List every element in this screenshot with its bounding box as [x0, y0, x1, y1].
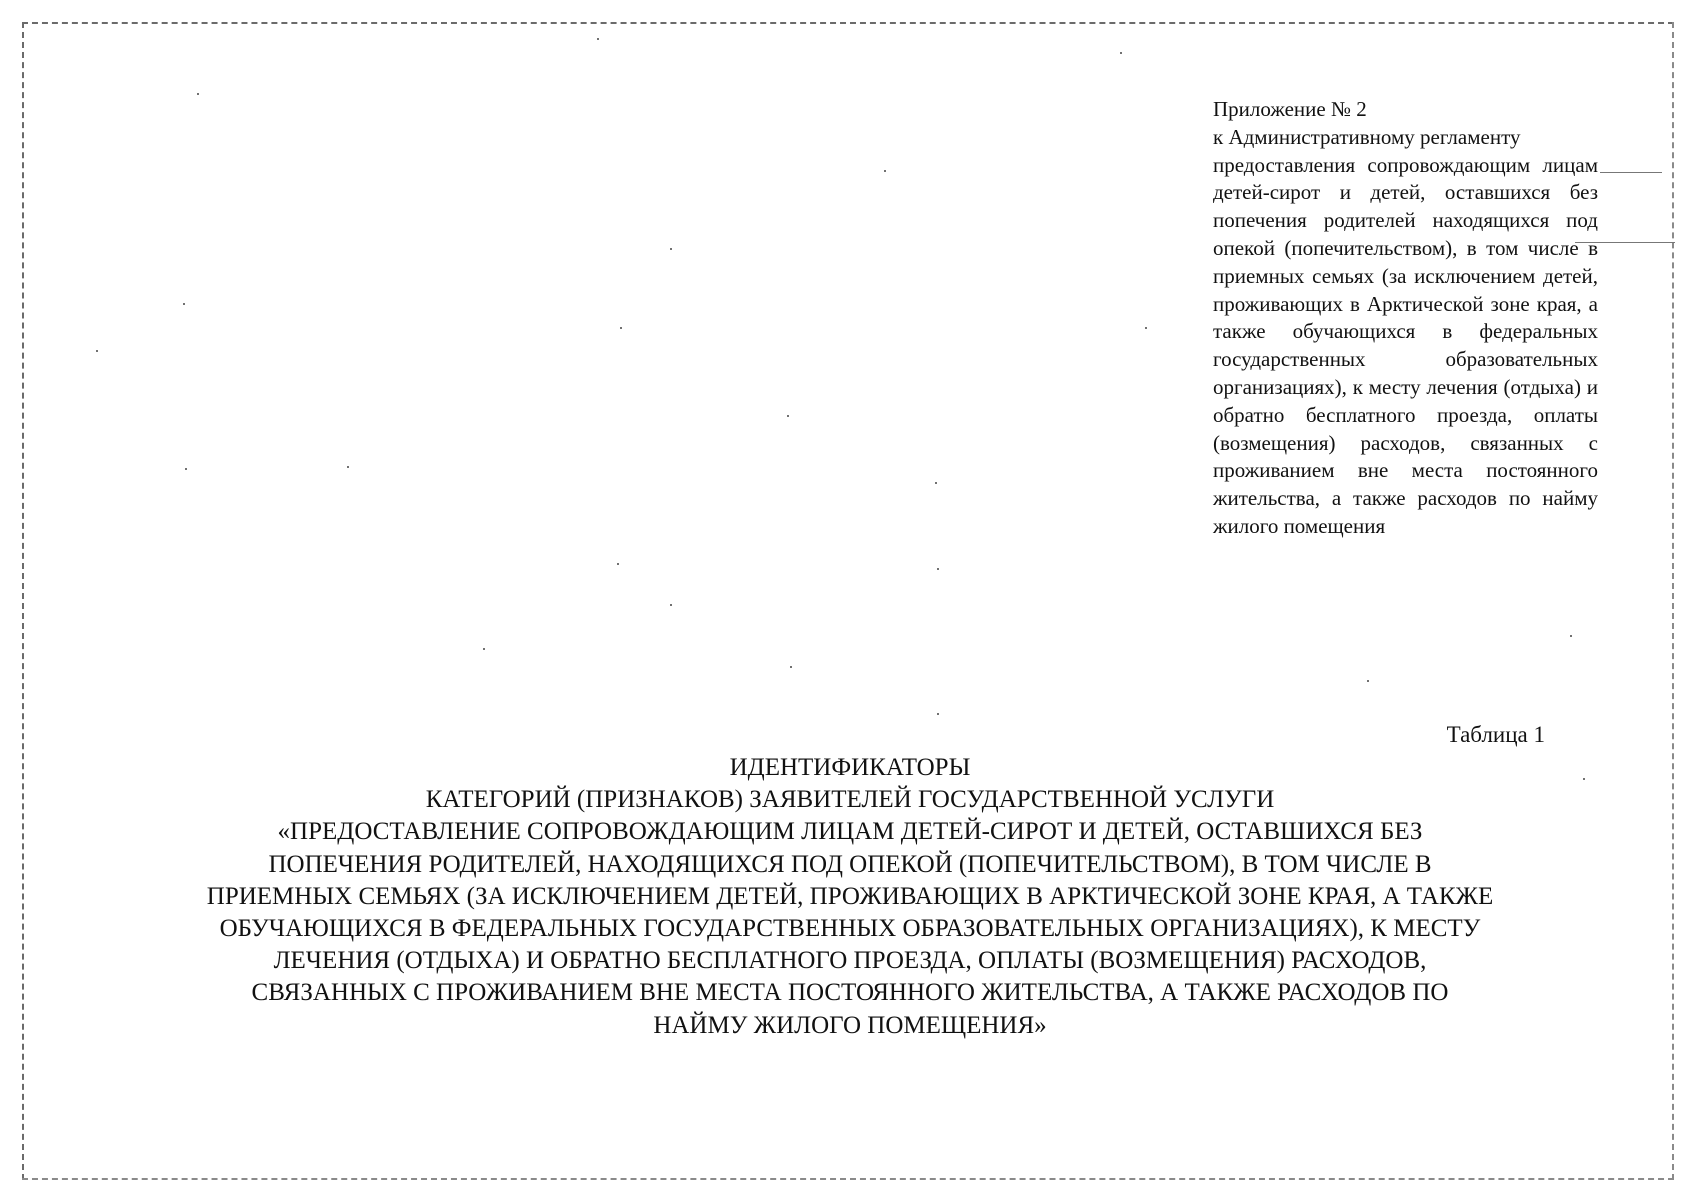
scan-speck: [937, 568, 939, 570]
heading-line: КАТЕГОРИЙ (ПРИЗНАКОВ) ЗАЯВИТЕЛЕЙ ГОСУДАРСТВЕННОЙ УСЛУГИ: [425, 786, 1275, 814]
scan-edge-right: [1672, 22, 1674, 1180]
scan-speck: [347, 466, 349, 468]
scan-speck: [1145, 327, 1147, 329]
scan-edge-bottom: [22, 1178, 1674, 1180]
scan-speck: [787, 415, 789, 417]
appendix-title: Приложение № 2: [1213, 97, 1367, 121]
scan-speck: [96, 350, 98, 352]
heading-line: НАЙМУ ЖИЛОГО ПОМЕЩЕНИЯ»: [653, 1011, 1047, 1039]
scan-speck: [197, 93, 199, 95]
scan-speck: [1367, 680, 1369, 682]
heading-line: ПРИЕМНЫХ СЕМЬЯХ (ЗА ИСКЛЮЧЕНИЕМ ДЕТЕЙ, ПРОЖИВАЮЩИХ В АРКТИЧЕСКОЙ ЗОНЕ КРАЯ, А ТАКЖЕ: [206, 882, 1494, 910]
scan-speck: [1120, 52, 1122, 54]
appendix-note: [1213, 96, 1598, 541]
scan-speck: [884, 170, 886, 172]
heading-line: ОБУЧАЮЩИХСЯ В ФЕДЕРАЛЬНЫХ ГОСУДАРСТВЕННЫХ ОБРАЗОВАТЕЛЬНЫХ ОРГАНИЗАЦИЯХ), К МЕСТУ: [219, 915, 1481, 943]
scan-speck: [1570, 635, 1572, 637]
table-label: Таблица 1: [1446, 722, 1545, 747]
scan-speck: [483, 648, 485, 650]
heading-line: ПОПЕЧЕНИЯ РОДИТЕЛЕЙ, НАХОДЯЩИХСЯ ПОД ОПЕКОЙ (ПОПЕЧИТЕЛЬСТВОМ), В ТОМ ЧИСЛЕ В: [268, 850, 1432, 878]
scan-speck: [183, 303, 185, 305]
scan-speck: [670, 604, 672, 606]
appendix-body: предоставления сопровождающим лицам детей-сирот и детей, оставшихся без попечения родителей находящихся под опекой (попечительством), в том числе в приемных семьях (за исключением детей, проживающих в Арктической зоне края, а также обучающихся в федеральных государственных образовательных организациях), к месту лечения (отдыха) и обратно бесплатного проезда, оплаты (возмещения) расходов, связанных с проживанием вне места постоянного жительства, а также расходов по найму жилого помещения: [1213, 152, 1598, 538]
scan-speck: [670, 248, 672, 250]
scan-speck: [185, 468, 187, 470]
heading-line: ИДЕНТИФИКАТОРЫ: [729, 754, 971, 781]
heading-line: СВЯЗАННЫХ С ПРОЖИВАНИЕМ ВНЕ МЕСТА ПОСТОЯННОГО ЖИТЕЛЬСТВА, А ТАКЖЕ РАСХОДОВ ПО: [251, 979, 1449, 1007]
scan-speck: [617, 563, 619, 565]
scan-speck: [937, 713, 939, 715]
document-heading: [95, 752, 1605, 1042]
scan-speck: [790, 666, 792, 668]
heading-line: ЛЕЧЕНИЯ (ОТДЫХА) И ОБРАТНО БЕСПЛАТНОГО ПРОЕЗДА, ОПЛАТЫ (ВОЗМЕЩЕНИЯ) РАСХОДОВ,: [273, 947, 1427, 975]
scan-artifact-line: [1600, 172, 1662, 173]
appendix-subtitle: к Административному регламенту: [1213, 124, 1521, 149]
scan-speck: [597, 38, 599, 40]
scan-edge-top: [22, 22, 1674, 24]
scan-speck: [935, 482, 937, 484]
heading-line: «ПРЕДОСТАВЛЕНИЕ СОПРОВОЖДАЮЩИМ ЛИЦАМ ДЕТЕЙ-СИРОТ И ДЕТЕЙ, ОСТАВШИХСЯ БЕЗ: [277, 818, 1423, 846]
scan-edge-left: [22, 22, 24, 1180]
scan-speck: [620, 327, 622, 329]
